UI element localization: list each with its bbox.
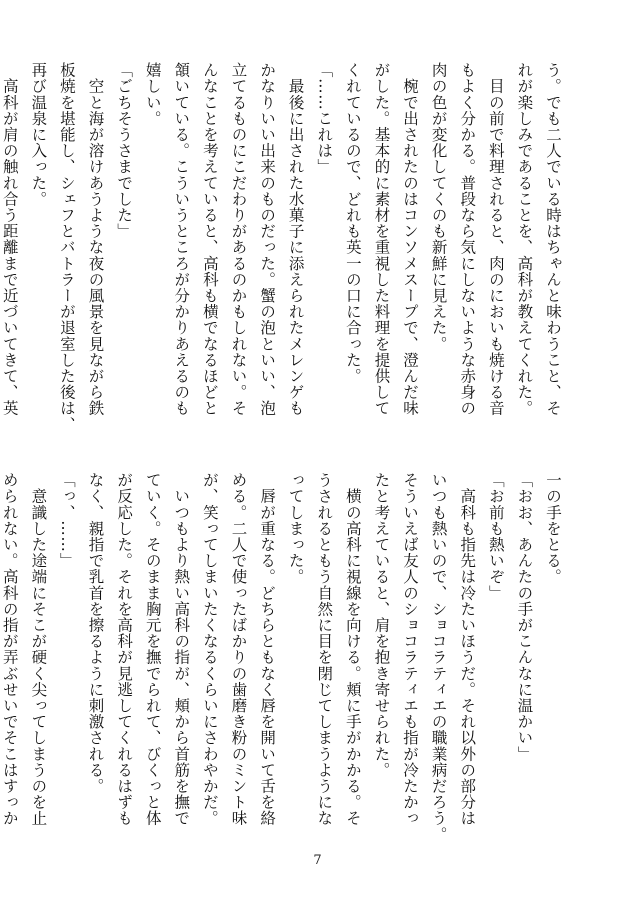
text-line: 嬉しい。 [143,62,162,127]
text-line: 再び温泉に入った。 [29,62,48,207]
text-line: が、笑ってしまいたくなるくらいにさわやかだ。 [200,472,219,827]
text-line: 横の高科に視線を向ける。頬に手がかかる。そ [343,472,362,827]
text-line: 空と海が溶けあうような夜の風景を見ながら鉄 [86,62,105,417]
text-line: 最後に出された水菓子に添えられたメレンゲも [286,62,305,417]
text-line: んなことを考えていると、高科も横でなるほどと [200,62,219,417]
text-line: められない。高科の指が弄ぶせいでそこはすっか [0,472,19,827]
text-line: がした。基本的に素材を重視した料理を提供して [372,62,391,417]
text-line: 「お前も熱いぞ」 [486,472,505,601]
text-line: いつも熱いので、ショコラティエの職業病だろう。 [429,472,448,843]
text-line: 椀で出されたのはコンソメスープで、澄んだ味 [401,62,420,417]
text-line: 唇が重なる。どちらともなく唇を開いて舌を絡 [258,472,277,827]
text-block-lower [0,472,567,843]
text-line: 板焼を堪能し、シェフとバトラーが退室した後は、 [57,62,76,433]
text-line: 一の手をとる。 [544,472,562,585]
text-line: ってしまった。 [286,472,305,585]
text-line: 目の前で料理されると、肉のにおいも焼ける音 [486,62,505,417]
text-line: 肉の色が変化してくのも新鮮に見えた。 [429,62,448,352]
text-line: う。でも二人でいる時はちゃんと味わうこと、そ [544,62,562,417]
text-block-upper [0,62,567,444]
text-line: そういえば友人のショコラティエも指が冷たかっ [401,472,420,827]
text-line: たと考えていると、肩を抱き寄せられた。 [372,472,391,778]
text-line: 立てるものにこだわりがあるのかもしれない。そ [229,62,248,417]
text-line: もよく分かる。普段なら気にしないような赤身の [458,62,477,417]
text-line: 頷いている。こういうところが分かりあえるのも [172,62,191,417]
text-line: が反応した。それを高科が見逃してくれるはずも [115,472,134,827]
text-line: かなりいい出来のものだった。蟹の泡といい、泡 [258,62,277,417]
text-line: 「おお、あんたの手がこんなに温かい」 [515,472,534,762]
text-line: 高科も指先は冷たいほうだ。それ以外の部分は [458,472,477,827]
text-line: 高科が肩の触れ合う距離まで近づいてきて、英 [0,62,19,417]
text-line: うされるともう自然に目を閉じてしまうようにな [315,472,334,827]
text-line: くれているので、どれも英一の口に合った。 [343,62,362,384]
text-line: 「っ、……」 [57,472,76,569]
text-line: める。二人で使ったばかりの歯磨き粉のミント味 [229,472,248,827]
text-line: なく、親指で乳首を擦るように刺激される。 [86,472,105,794]
page-number: 7 [313,853,322,868]
text-line: いつもより熱い高科の指が、頬から首筋を撫で [172,472,191,827]
text-line: 「……これは」 [315,62,334,175]
text-line: 「ごちそうさまでした」 [115,62,134,240]
text-line: 意識した途端にそこが硬く尖ってしまうのを止 [29,472,48,827]
text-line: ていく。そのまま胸元を撫でられて、びくっと体 [143,472,162,827]
text-line: れが楽しみであることを、高科が教えてくれた。 [515,62,534,417]
